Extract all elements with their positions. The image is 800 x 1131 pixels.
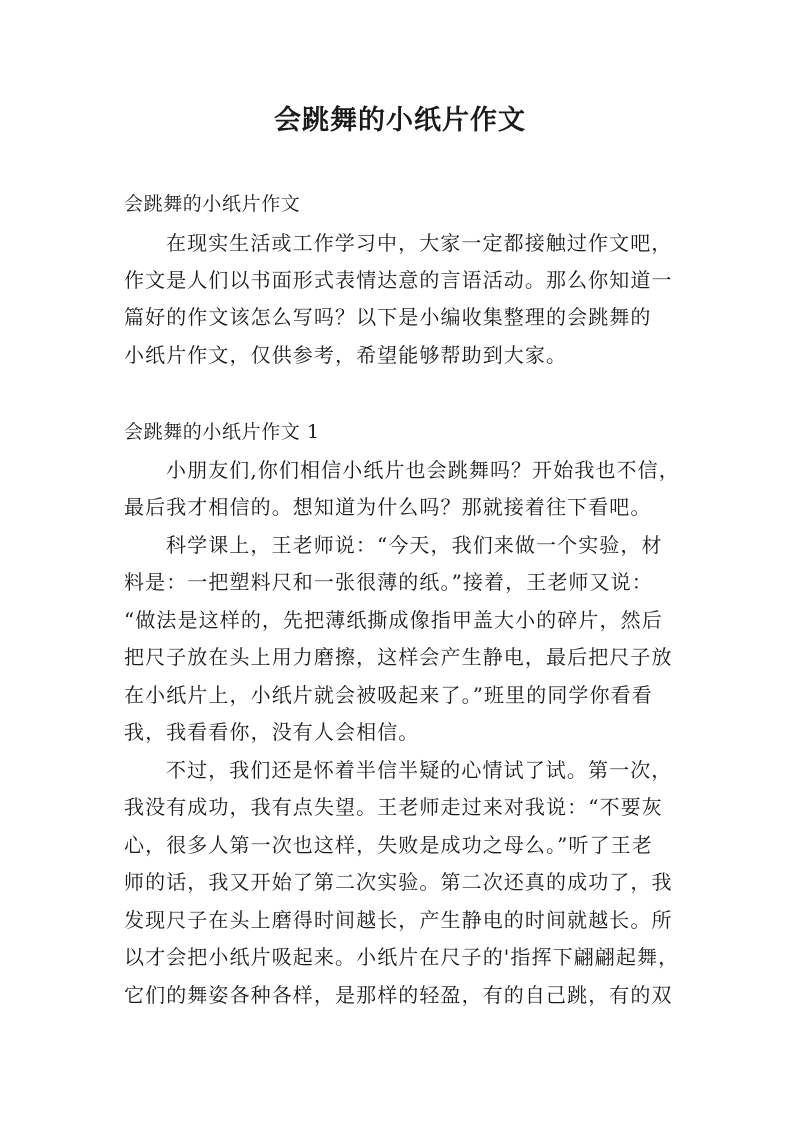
paragraph-line: 它们的舞姿各种各样，是那样的轻盈，有的自己跳，有的双 xyxy=(124,983,673,1007)
paragraph-line: 在小纸片上，小纸片就会被吸起来了。”班里的同学你看看 xyxy=(124,683,653,707)
paragraph-line: 心，很多人第一次也这样，失败是成功之母么。”听了王老 xyxy=(124,833,653,857)
paragraph-line: 小朋友们,你们相信小纸片也会跳舞吗？开始我也不信， xyxy=(166,458,680,482)
paragraph-line: 把尺子放在头上用力磨擦，这样会产生静电，最后把尺子放 xyxy=(124,645,673,669)
paragraph-line: 篇好的作文该怎么写吗？以下是小编收集整理的会跳舞的 xyxy=(124,305,652,329)
paragraph-line: 师的话，我又开始了第二次实验。第二次还真的成功了，我 xyxy=(124,870,673,894)
paragraph-line: 科学课上，王老师说：“今天，我们来做一个实验，材 xyxy=(166,533,663,557)
section-heading: 会跳舞的小纸片作文 xyxy=(124,193,301,215)
document-title: 会跳舞的小纸片作文 xyxy=(274,105,526,136)
paragraph-line: 作文是人们以书面形式表情达意的言语活动。那么你知道一 xyxy=(124,268,673,292)
paragraph-line: 发现尺子在头上磨得时间越长，产生静电的时间就越长。所 xyxy=(124,908,673,932)
paragraph-line: 我，我看看你，没有人会相信。 xyxy=(124,720,420,744)
paragraph-line: “做法是这样的，先把薄纸撕成像指甲盖大小的碎片，然后 xyxy=(124,608,663,632)
section-heading: 会跳舞的小纸片作文 1 xyxy=(124,421,320,443)
paragraph-line: 我没有成功，我有点失望。王老师走过来对我说：“不要灰 xyxy=(124,795,663,819)
paragraph-line: 最后我才相信的。想知道为什么吗？那就接着往下看吧。 xyxy=(124,495,652,519)
paragraph-line: 料是：一把塑料尺和一张很薄的纸。”接着，王老师又说： xyxy=(124,570,653,594)
paragraph-line: 在现实生活或工作学习中，大家一定都接触过作文吧， xyxy=(166,231,673,255)
paragraph-line: 以才会把小纸片吸起来。小纸片在尺子的'指挥下翩翩起舞， xyxy=(124,945,680,969)
paragraph-line: 小纸片作文，仅供参考，希望能够帮助到大家。 xyxy=(124,343,568,367)
paragraph-line: 不过，我们还是怀着半信半疑的心情试了试。第一次， xyxy=(166,758,673,782)
